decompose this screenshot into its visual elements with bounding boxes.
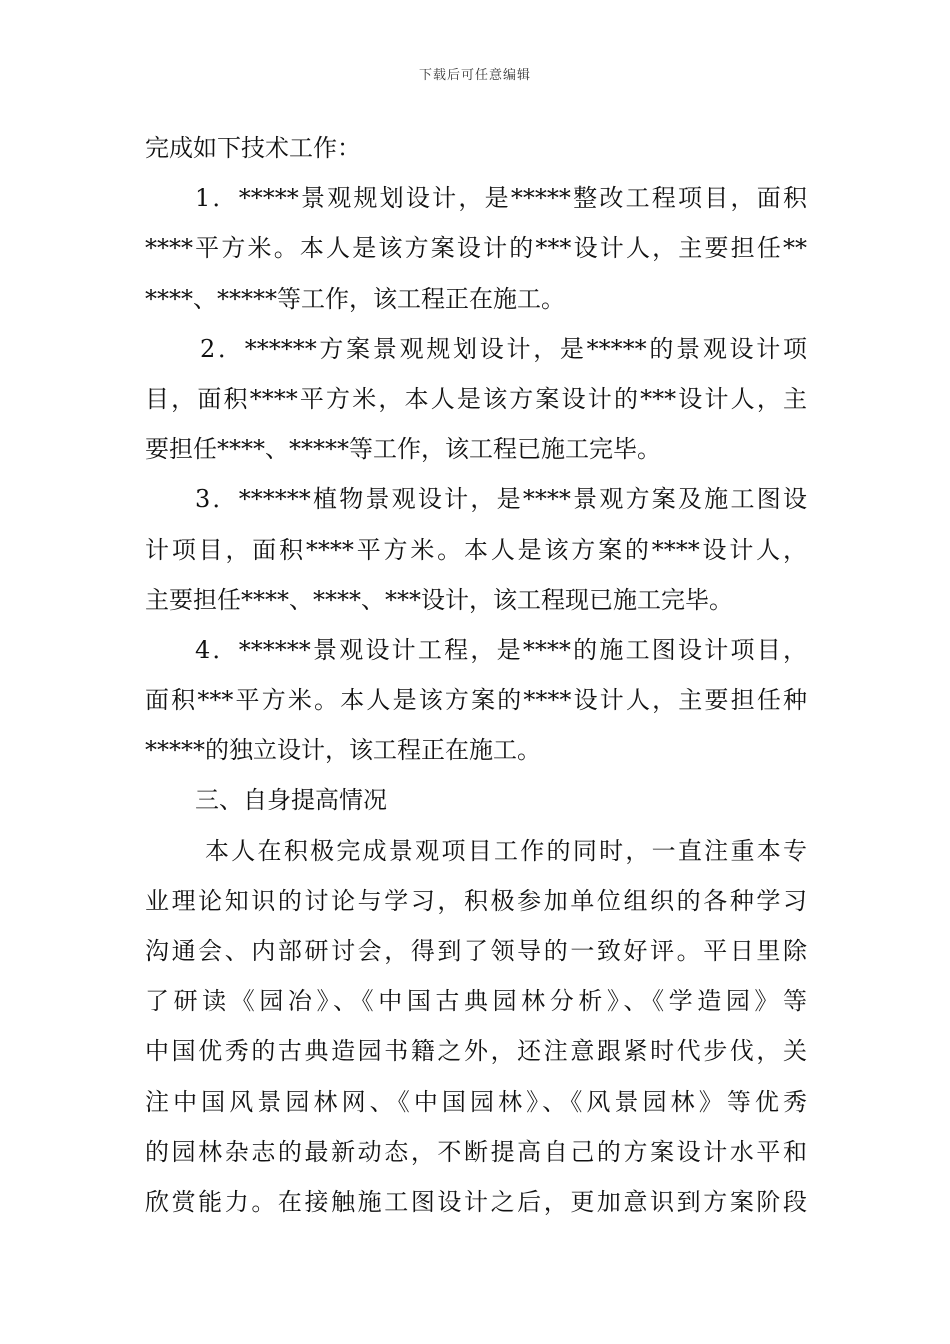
text-line: 欣赏能力。在接触施工图设计之后，更加意识到方案阶段 bbox=[145, 1187, 807, 1216]
text-line: 目，面积****平方米，本人是该方案设计的***设计人，主 bbox=[145, 384, 807, 413]
document-body bbox=[145, 123, 807, 1227]
text-line: 注中国风景园林网、《中国园林》、《风景园林》等优秀 bbox=[145, 1087, 807, 1116]
text-line: 面积***平方米。本人是该方案的****设计人，主要担任种 bbox=[145, 686, 807, 715]
text-line: 3．******植物景观设计，是****景观方案及施工图设 bbox=[195, 485, 807, 514]
text-line: 主要担任****、****、***设计，该工程现已施工完毕。 bbox=[145, 585, 733, 614]
text-line: 沟通会、内部研讨会，得到了领导的一致好评。平日里除 bbox=[145, 937, 807, 965]
text-line: 业理论知识的讨论与学习，积极参加单位组织的各种学习 bbox=[145, 886, 807, 915]
page-header: 下载后可任意编辑 bbox=[418, 68, 531, 83]
text-line: 中国优秀的古典造园书籍之外，还注意跟紧时代步伐，关 bbox=[145, 1037, 807, 1066]
text-line: 4．******景观设计工程，是****的施工图设计项目， bbox=[195, 635, 807, 664]
text-line: 要担任****、*****等工作，该工程已施工完毕。 bbox=[145, 435, 661, 464]
text-line: ****平方米。本人是该方案设计的***设计人，主要担任** bbox=[145, 234, 807, 263]
text-line: ****、*****等工作，该工程正在施工。 bbox=[145, 284, 565, 313]
text-line: 本人在积极完成景观项目工作的同时，一直注重本专 bbox=[205, 836, 807, 865]
text-line: 的园林杂志的最新动态，不断提高自己的方案设计水平和 bbox=[145, 1137, 807, 1166]
text-line: 1．*****景观规划设计，是*****整改工程项目，面积 bbox=[195, 184, 807, 213]
text-line: 2．******方案景观规划设计，是*****的景观设计项 bbox=[200, 334, 807, 363]
text-line: *****的独立设计，该工程正在施工。 bbox=[145, 736, 541, 765]
section-heading: 三、自身提高情况 bbox=[195, 786, 387, 815]
text-line: 了研读《园冶》、《中国古典园林分析》、《学造园》等 bbox=[145, 987, 807, 1016]
text-line: 计项目，面积****平方米。本人是该方案的****设计人， bbox=[145, 535, 807, 564]
text-line: 完成如下技术工作： bbox=[145, 134, 361, 162]
